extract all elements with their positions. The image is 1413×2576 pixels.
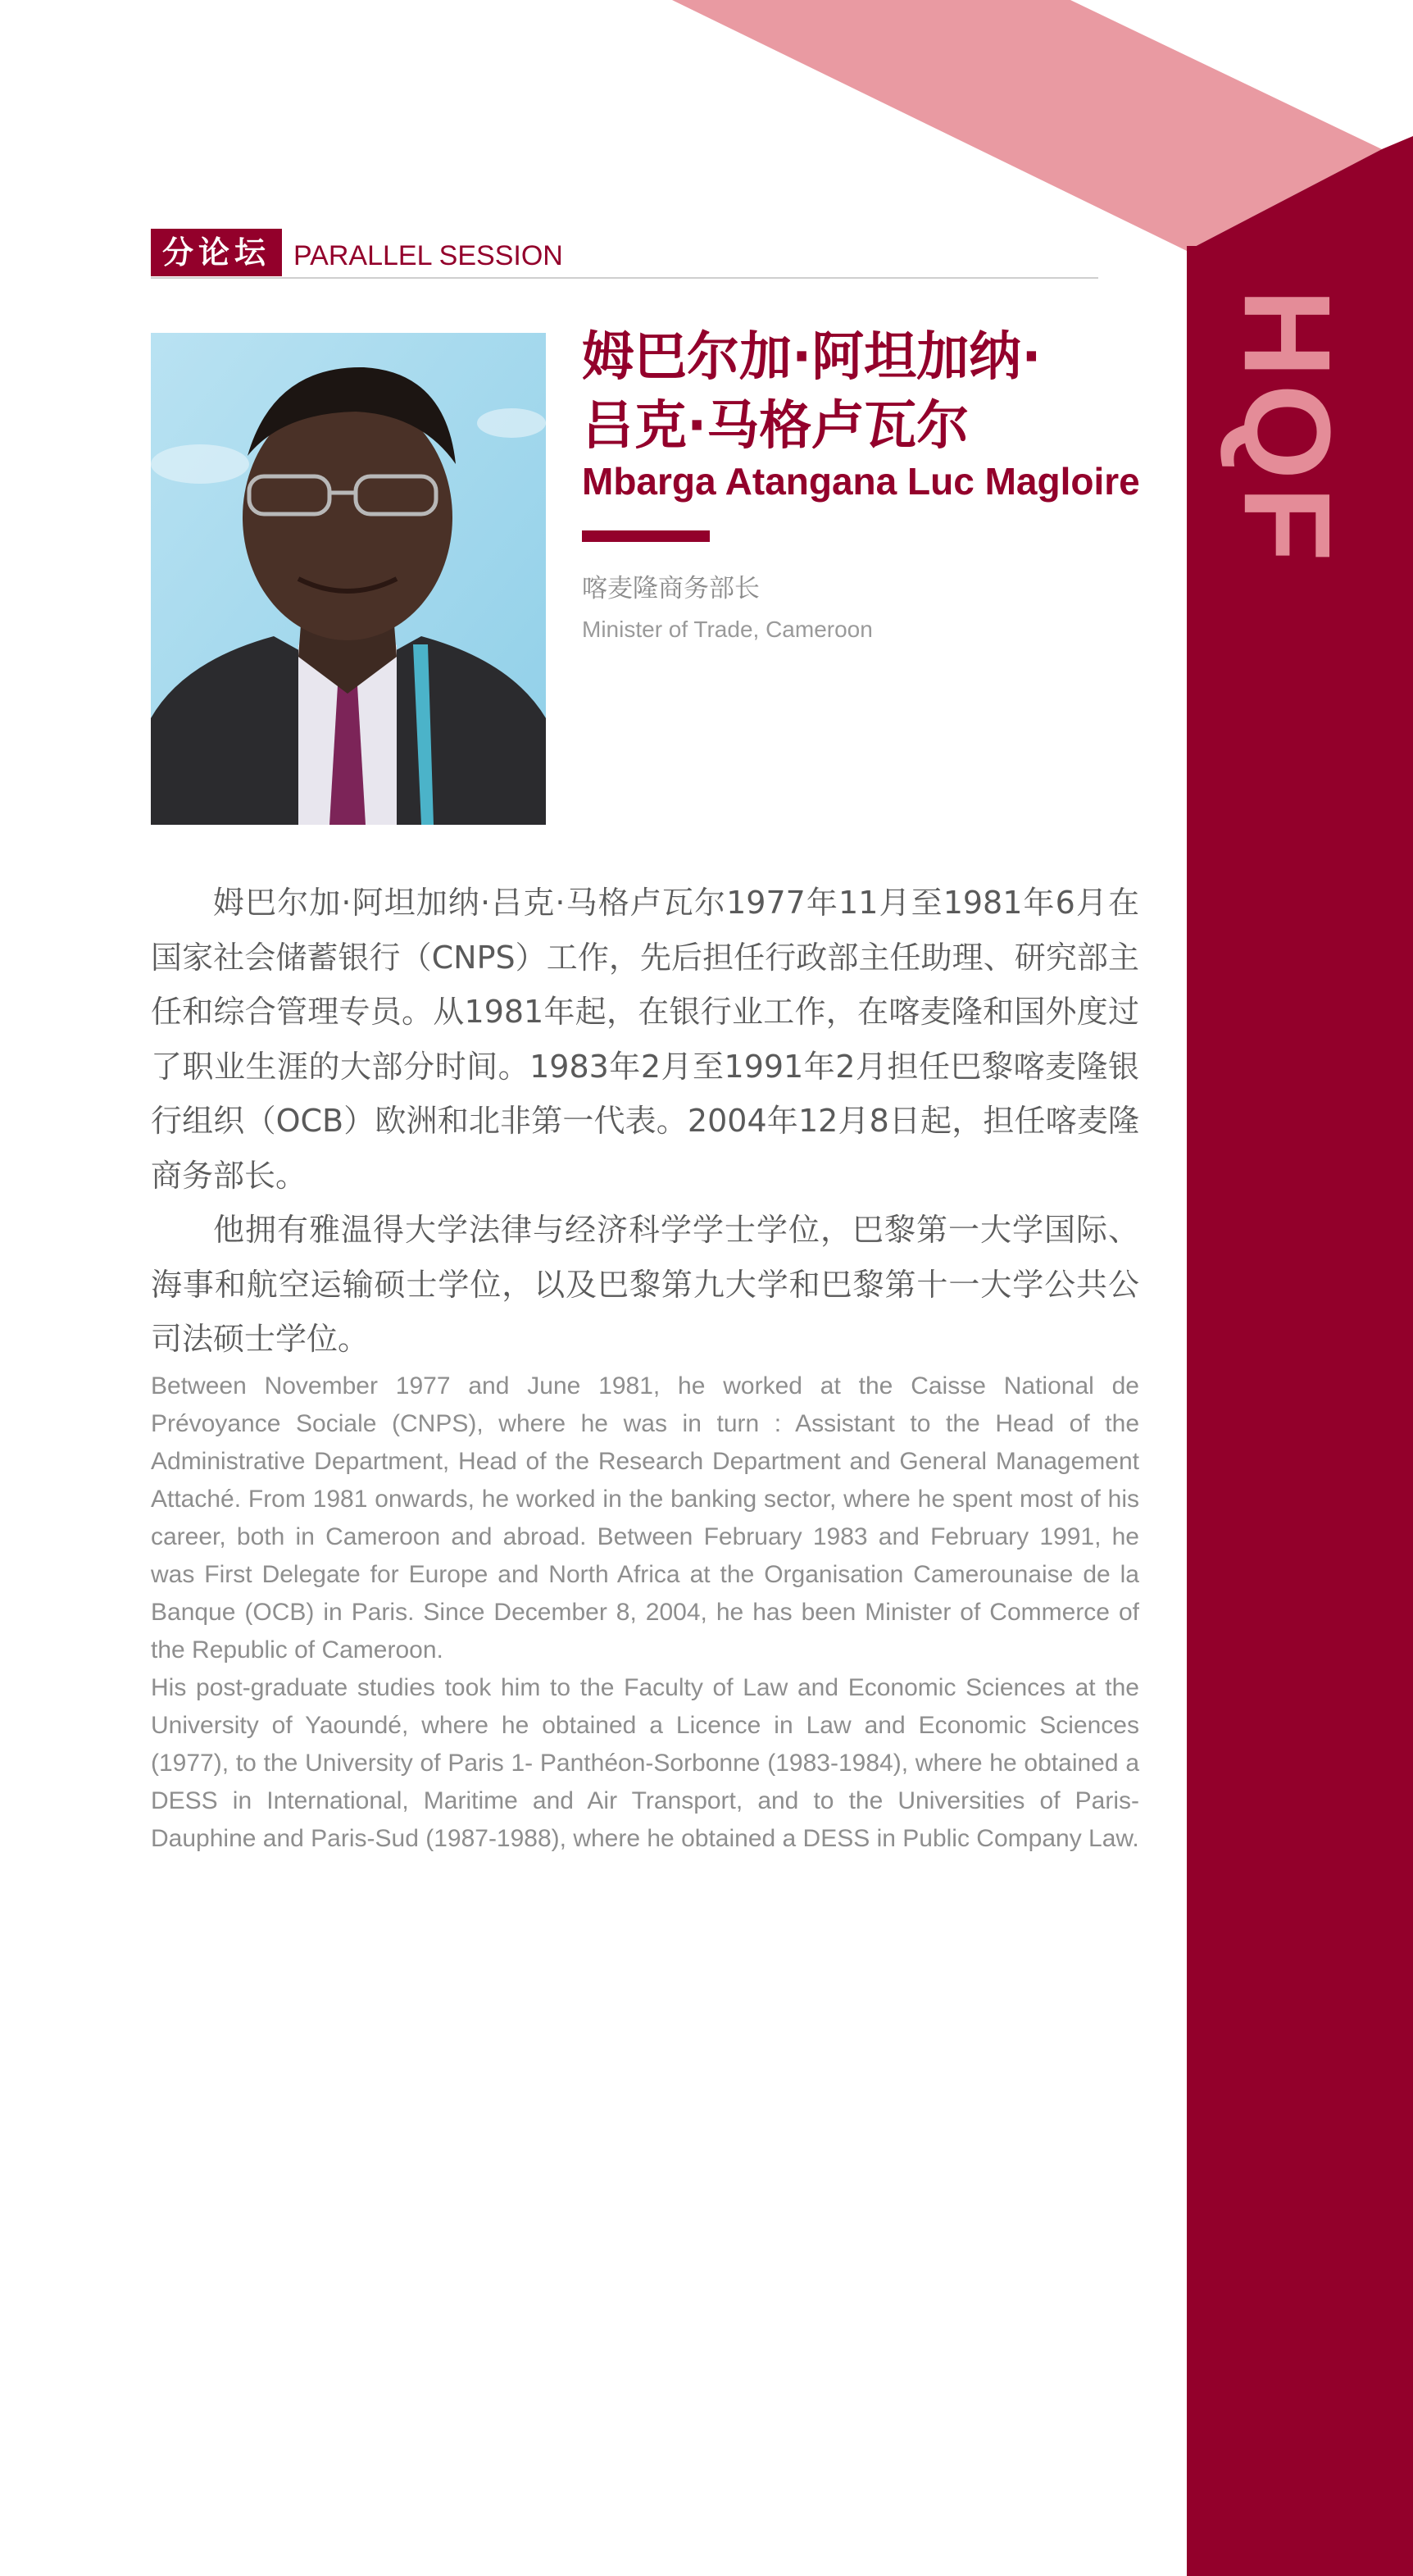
accent-rule (582, 530, 710, 542)
side-accent-bar (1187, 246, 1413, 2576)
speaker-name-zh-line1: 姆巴尔加·阿坦加纳· (582, 327, 1042, 388)
bio-en (151, 1368, 1139, 1858)
bio-en-paragraph-1: Between November 1977 and June 1981, he worked at the Caisse National de Prévoyance Sociale (CNPS), where he was in turn : Assistant to the Head of the Administrative Department, Head of the Research Department and General Management Attaché. From 1981 onwards, he worked in the banking sector, where he spent most of his career, both in Cameroon and abroad. Between February 1983 and February 1991, he was First Delegate for Europe and North Africa at the Organisation Camerounaise de la Banque (OCB) in Paris. Since December 8, 2004, he has been Minister of Commerce of the Republic of Cameroon. (151, 1372, 1139, 1663)
bio-zh-paragraph-2: 他拥有雅温得大学法律与经济科学学士学位，巴黎第一大学国际、海事和航空运输硕士学位，以及巴黎第九大学和巴黎第十一大学公共公司法硕士学位。 (151, 1212, 1139, 1357)
decorative-diagonal-band (0, 0, 1413, 262)
bio-zh (151, 876, 1139, 1367)
session-header (151, 228, 1098, 279)
session-tag-en: PARALLEL SESSION (293, 239, 563, 271)
session-tag-zh: 分论坛 (151, 229, 282, 276)
speaker-title-zh: 喀麦隆商务部长 (582, 574, 760, 603)
speaker-name-zh-line2: 吕克·马格卢瓦尔 (582, 396, 970, 457)
hqf-logo-text: HQF (1218, 288, 1356, 568)
speaker-portrait (151, 333, 546, 825)
speaker-name-en: Mbarga Atangana Luc Magloire (582, 460, 1140, 503)
speaker-title-en: Minister of Trade, Cameroon (582, 617, 873, 642)
speaker-name-zh (582, 323, 1106, 461)
bio-zh-paragraph-1: 姆巴尔加·阿坦加纳·吕克·马格卢瓦尔1977年11月至1981年6月在国家社会储蓄银行（CNPS）工作，先后担任行政部主任助理、研究部主任和综合管理专员。从1981年起，在银行业工作，在喀麦隆和国外度过了职业生涯的大部分时间。1983年2月至1991年2月担任巴黎喀麦隆银行组织（OCB）欧洲和北非第一代表。2004年12月8日起，担任喀麦隆商务部长。 (151, 885, 1139, 1194)
bio-en-paragraph-2: His post-graduate studies took him to the Faculty of Law and Economic Sciences at the University of Yaoundé, where he obtained a Licence in Law and Economic Sciences (1977), to the University of Paris 1- Panthéon-Sorbonne (1983-1984), where he obtained a DESS in International, Maritime and Air Transport, and to the Universities of Paris-Dauphine and Paris-Sud (1987-1988), where he obtained a DESS in Public Company Law. (151, 1674, 1139, 1852)
hqf-logo (1218, 288, 1356, 568)
